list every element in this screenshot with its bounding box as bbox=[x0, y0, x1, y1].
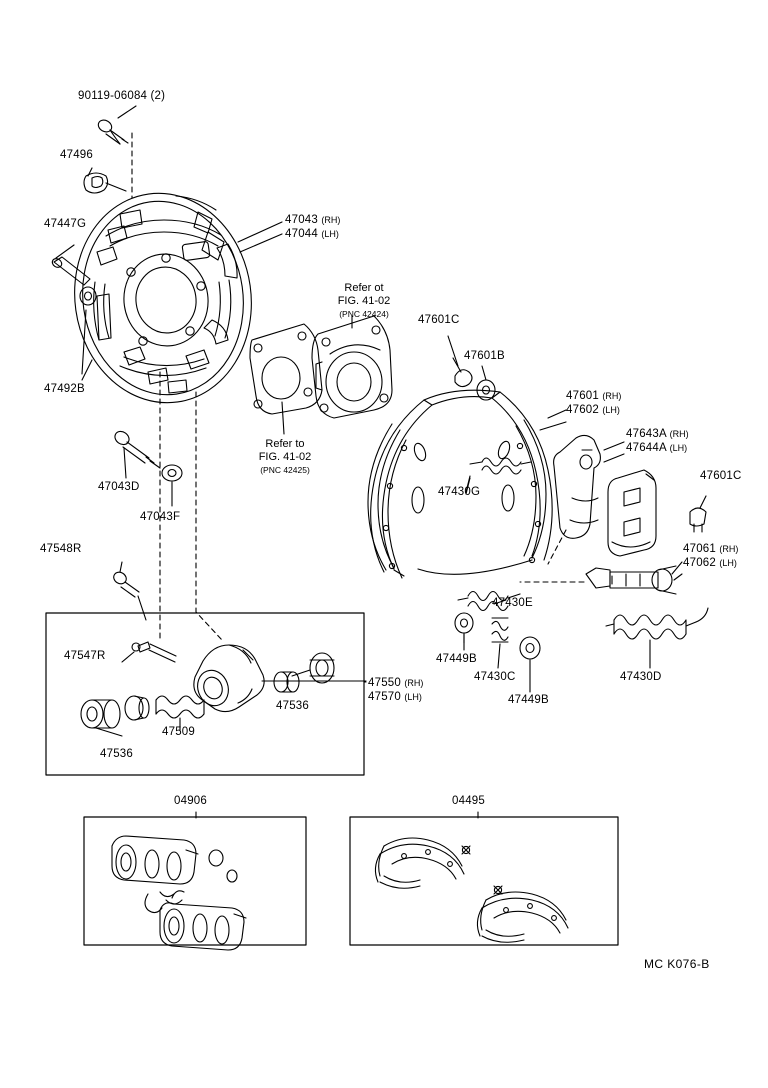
callout-47548r: 47548R bbox=[40, 543, 82, 555]
spring-47509 bbox=[156, 696, 204, 718]
wheel-cylinder-box bbox=[46, 613, 364, 775]
wheel-cylinder-body bbox=[193, 645, 264, 712]
washer-47601b bbox=[477, 380, 495, 400]
callout-47062-lh: 47062 (LH) bbox=[683, 557, 737, 569]
shoe-spring-47430g bbox=[470, 458, 531, 474]
figure-code: MC K076-B bbox=[644, 957, 710, 971]
washer-47492b bbox=[80, 287, 96, 305]
reference-line-2: FIG. 41-02 bbox=[337, 295, 391, 307]
bolt-47548r bbox=[112, 570, 139, 597]
callout-47601c-right: 47601C bbox=[700, 470, 742, 482]
callout-47043-rh: 47043 (RH) bbox=[285, 214, 341, 226]
callout-47449b-left: 47449B bbox=[436, 653, 477, 665]
callout-47547r: 47547R bbox=[64, 650, 106, 662]
nut-47043f bbox=[162, 465, 182, 481]
pin-cup-47449b-right bbox=[520, 637, 540, 659]
callout-47601-rh: 47601 (RH) bbox=[566, 390, 622, 402]
callout-47492b: 47492B bbox=[44, 383, 85, 395]
callout-47643a-rh: 47643A (RH) bbox=[626, 428, 689, 440]
callout-47430g: 47430G bbox=[438, 486, 481, 498]
spring-47430c bbox=[492, 618, 508, 642]
callout-04495: 04495 bbox=[452, 795, 485, 807]
axle-flange bbox=[312, 316, 392, 418]
bolt-90119 bbox=[96, 118, 128, 144]
callout-47430c: 47430C bbox=[474, 671, 516, 683]
long-spring-47430d bbox=[606, 608, 708, 639]
callout-47602-lh: 47602 (LH) bbox=[566, 404, 620, 416]
callout-47496: 47496 bbox=[60, 149, 93, 161]
brake-shoe-leading bbox=[368, 400, 432, 578]
callout-47601c-top: 47601C bbox=[418, 314, 460, 326]
callout-90119-06084: 90119-06084 (2) bbox=[78, 90, 166, 102]
backing-plate-outline bbox=[61, 182, 265, 414]
hub-flange bbox=[118, 249, 214, 352]
callout-47043d: 47043D bbox=[98, 481, 140, 493]
reference-note-42424 bbox=[318, 282, 410, 321]
adjuster-47061 bbox=[586, 566, 676, 594]
callout-47430e: 47430E bbox=[492, 597, 533, 609]
bolt-47043d bbox=[112, 429, 154, 463]
strut-bracket-47643 bbox=[608, 470, 656, 556]
reference-note-42425 bbox=[238, 438, 332, 477]
callout-47570-lh: 47570 (LH) bbox=[368, 691, 422, 703]
clip-47601c-right bbox=[690, 508, 706, 532]
bleeder-47547r bbox=[132, 642, 176, 662]
shoe-kit-parts bbox=[375, 838, 568, 942]
callout-47536-left: 47536 bbox=[100, 748, 133, 760]
kit-box-04495 bbox=[350, 817, 618, 945]
reference-line-3: (PNC 42425) bbox=[260, 465, 310, 475]
reference-line-2: FIG. 41-02 bbox=[258, 451, 312, 463]
callout-47601b: 47601B bbox=[464, 350, 505, 362]
backing-seal-plate bbox=[250, 324, 322, 414]
piston-right-47536 bbox=[274, 672, 299, 692]
pin-cup-47449b-left bbox=[455, 613, 473, 643]
cup-right bbox=[310, 653, 334, 683]
callout-47043f: 47043F bbox=[140, 511, 181, 523]
cup-left bbox=[125, 696, 149, 720]
callout-47644a-lh: 47644A (LH) bbox=[626, 442, 688, 454]
kit-box-04906 bbox=[84, 817, 306, 945]
callout-04906: 04906 bbox=[174, 795, 207, 807]
cylinder-kit-parts bbox=[112, 836, 246, 950]
piston-left-47536 bbox=[81, 700, 120, 728]
callout-47044-lh: 47044 (LH) bbox=[285, 228, 339, 240]
callout-47430d: 47430D bbox=[620, 671, 662, 683]
callout-47550-rh: 47550 (RH) bbox=[368, 677, 424, 689]
pin-47447g bbox=[51, 257, 90, 285]
reference-line-1: Refer ot bbox=[344, 282, 384, 294]
reference-line-1: Refer to bbox=[265, 438, 305, 450]
callout-47536-right: 47536 bbox=[276, 700, 309, 712]
parking-lever-47643a bbox=[554, 435, 601, 538]
reference-line-3: (PNC 42424) bbox=[339, 309, 389, 319]
callout-47447g: 47447G bbox=[44, 218, 87, 230]
callout-47449b-right: 47449B bbox=[508, 694, 549, 706]
callout-47061-rh: 47061 (RH) bbox=[683, 543, 739, 555]
callout-47509: 47509 bbox=[162, 726, 195, 738]
plug-47496 bbox=[84, 173, 108, 193]
brake-shoe-trailing bbox=[492, 392, 552, 563]
